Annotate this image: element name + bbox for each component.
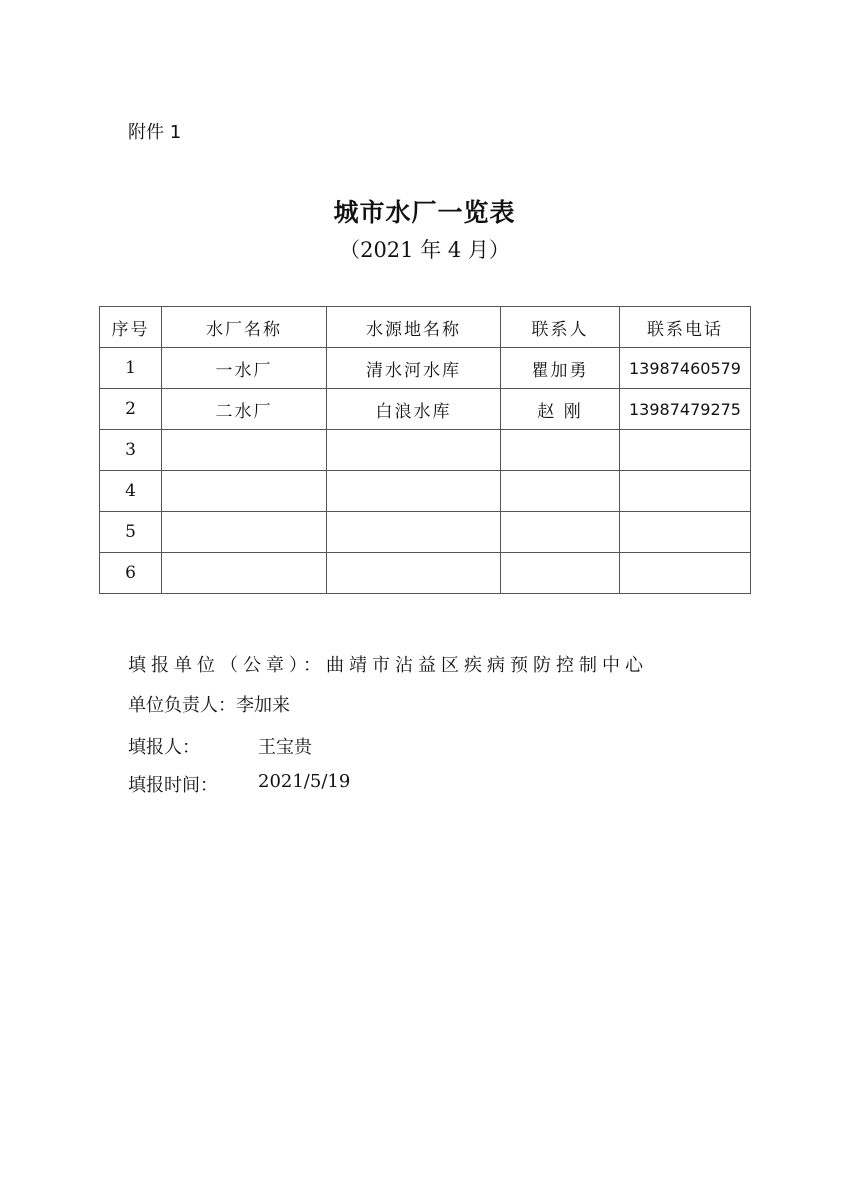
cell-phone — [620, 512, 751, 553]
cell-plant-name: 一水厂 — [162, 348, 327, 389]
table-row — [100, 389, 751, 430]
cell-index: 5 — [100, 512, 162, 553]
col-header-contact: 联系人 — [501, 307, 620, 348]
time-value: 2021/5/19 — [258, 771, 351, 792]
table-row — [100, 471, 751, 512]
cell-phone — [620, 430, 751, 471]
cell-plant-name — [162, 553, 327, 594]
cell-contact — [501, 430, 620, 471]
cell-source-name — [327, 512, 501, 553]
cell-index: 6 — [100, 553, 162, 594]
col-header-phone: 联系电话 — [620, 307, 751, 348]
cell-contact: 赵 刚 — [501, 389, 620, 430]
footer-filler-line — [128, 733, 312, 759]
water-plant-table — [99, 306, 751, 594]
cell-phone: 13987479275 — [620, 389, 751, 430]
table-row — [100, 348, 751, 389]
col-header-plant-name: 水厂名称 — [162, 307, 327, 348]
cell-source-name — [327, 471, 501, 512]
cell-plant-name — [162, 512, 327, 553]
cell-source-name: 白浪水库 — [327, 389, 501, 430]
footer-leader-line — [128, 691, 290, 717]
leader-label: 单位负责人： — [128, 695, 236, 716]
table-row — [100, 430, 751, 471]
cell-source-name — [327, 430, 501, 471]
cell-index: 1 — [100, 348, 162, 389]
page-subtitle: （2021 年 4 月） — [339, 238, 510, 262]
leader-value: 李加来 — [236, 695, 290, 716]
footer-time-line — [128, 771, 351, 797]
cell-plant-name — [162, 471, 327, 512]
cell-index: 4 — [100, 471, 162, 512]
unit-label: 填报单位（公章）： — [128, 655, 326, 676]
cell-contact — [501, 471, 620, 512]
page-title: 城市水厂一览表 — [333, 198, 516, 227]
cell-phone — [620, 471, 751, 512]
cell-contact — [501, 512, 620, 553]
col-header-source-name: 水源地名称 — [327, 307, 501, 348]
col-header-index: 序号 — [100, 307, 162, 348]
cell-index: 3 — [100, 430, 162, 471]
cell-source-name: 清水河水库 — [327, 348, 501, 389]
cell-plant-name — [162, 430, 327, 471]
table-header-row — [100, 307, 751, 348]
cell-plant-name: 二水厂 — [162, 389, 327, 430]
table-row — [100, 553, 751, 594]
table-row — [100, 512, 751, 553]
cell-phone — [620, 553, 751, 594]
cell-index: 2 — [100, 389, 162, 430]
cell-contact: 瞿加勇 — [501, 348, 620, 389]
unit-value: 曲靖市沾益区疾病预防控制中心 — [326, 655, 648, 676]
cell-contact — [501, 553, 620, 594]
time-label: 填报时间： — [128, 775, 218, 796]
attachment-label: 附件 1 — [128, 122, 182, 143]
filler-value: 王宝贵 — [258, 737, 312, 758]
cell-source-name — [327, 553, 501, 594]
footer-unit-line — [128, 651, 648, 677]
filler-label: 填报人： — [128, 737, 200, 758]
cell-phone: 13987460579 — [620, 348, 751, 389]
